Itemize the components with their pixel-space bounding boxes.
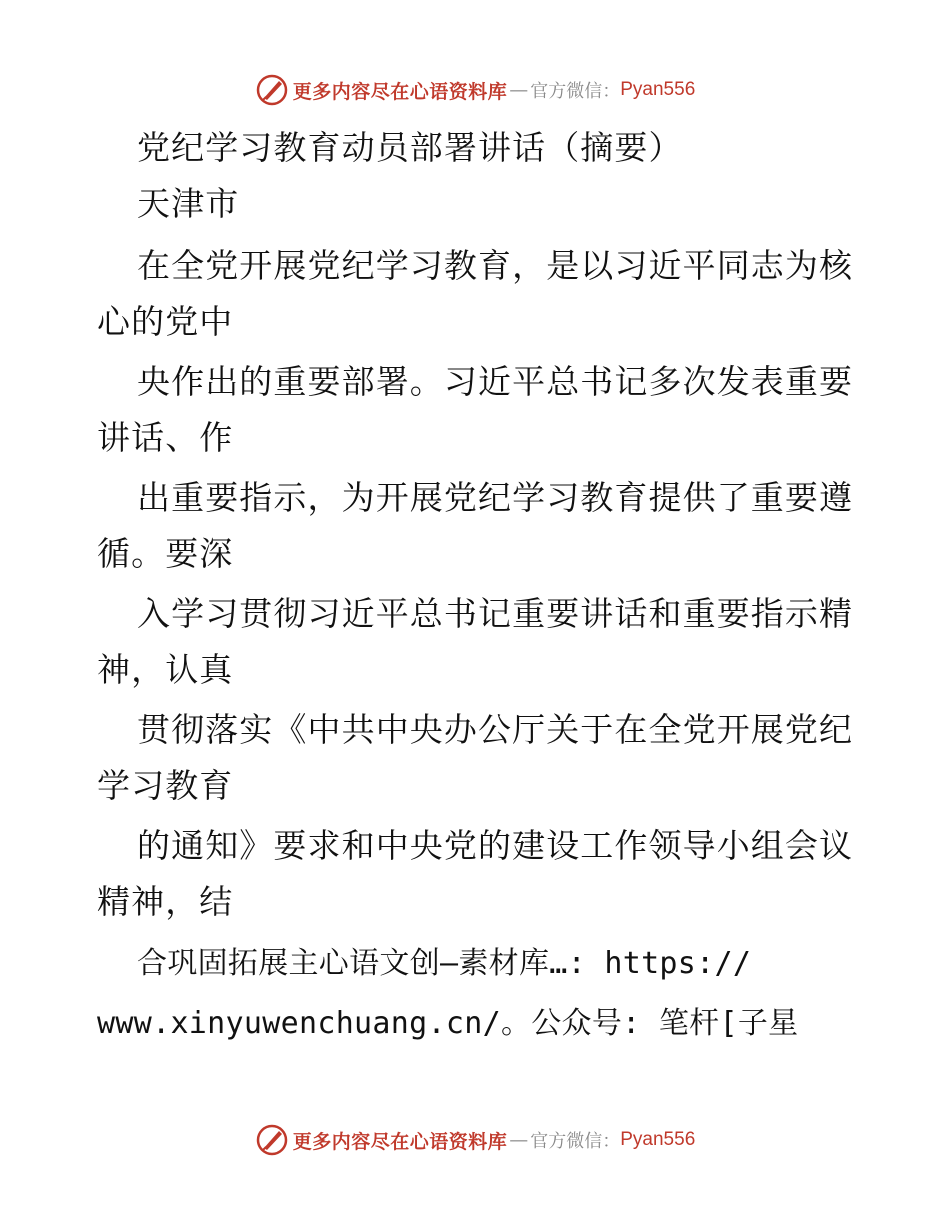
document-title: 党纪学习教育动员部署讲话（摘要）: [137, 128, 683, 167]
header-dash: —: [509, 79, 529, 101]
header-banner: [0, 70, 950, 110]
paragraph-line: 神，认真: [97, 650, 234, 689]
paragraph-line: 入学习贯彻习近平总书记重要讲话和重要指示精: [137, 594, 854, 633]
paragraph-line: 的通知》要求和中央党的建设工作领导小组会议: [137, 826, 854, 865]
header-wechat-account: Pyan556: [620, 79, 696, 100]
paragraph-line: 贯彻落实《中共中央办公厅关于在全党开展党纪: [137, 710, 854, 749]
footer-lead-text: 更多内容尽在心语资料库: [292, 1130, 508, 1153]
paragraph-line: 学习教育: [97, 766, 234, 805]
paragraph-line: 心的党中: [97, 302, 234, 341]
quill-pen-logo-icon: [255, 73, 289, 107]
paragraph-line: 在全党开展党纪学习教育，是以习近平同志为核: [137, 246, 854, 285]
paragraph-line-url: www.xinyuwenchuang.cn/。公众号: 笔杆[子星: [97, 1006, 799, 1041]
footer-dash: —: [509, 1129, 529, 1151]
paragraph-line-with-link: 合巩固拓展主心语文创—素材库…: https://: [137, 946, 752, 981]
paragraph-line: 循。要深: [97, 534, 234, 573]
paragraph-line: 央作出的重要部署。习近平总书记多次发表重要: [137, 362, 854, 401]
footer-banner: [0, 1120, 950, 1160]
footer-wechat-account: Pyan556: [620, 1129, 696, 1150]
paragraph-line: 出重要指示，为开展党纪学习教育提供了重要遵: [137, 478, 854, 517]
document-author: 天津市: [137, 184, 240, 223]
paragraph-line: 精神，结: [97, 882, 234, 921]
header-wechat-label: 官方微信：: [530, 81, 621, 102]
paragraph-line: 讲话、作: [97, 418, 234, 457]
footer-wechat-label: 官方微信：: [530, 1131, 621, 1152]
quill-pen-logo-icon: [255, 1123, 289, 1157]
header-lead-text: 更多内容尽在心语资料库: [292, 80, 508, 103]
